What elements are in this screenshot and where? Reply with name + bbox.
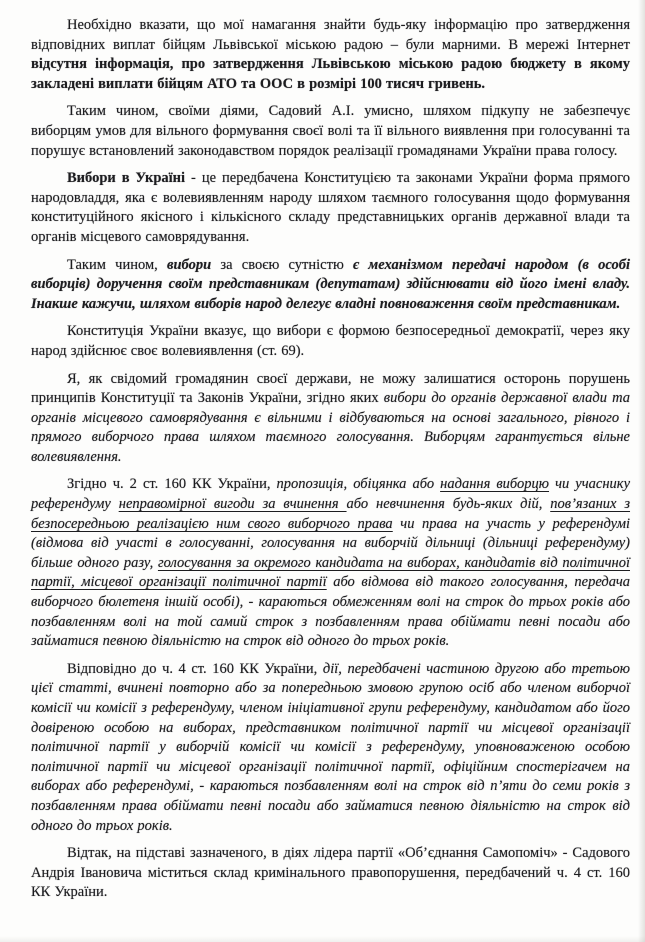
scan-edge-right-shadow	[638, 0, 645, 942]
paragraph-3	[31, 169, 630, 247]
text-run: надання виборцю	[440, 476, 550, 493]
text-run: є механізмом передачі народом (в особі виборців) доручення своїм представникам (депутатам) здійснювати від його імені владу. Інакше кажучи, шляхом виборів народ делегує владні повноваження своїм представникам.	[31, 256, 630, 312]
text-run: Я, як свідомий громадянин своєї держави, не можу залишатися осторонь порушень принципів Конституції та Законів України, згідно яких	[31, 370, 630, 407]
text-run: Конституція України вказує, що вибори є формою безпосередньої демократії, через яку народ здійснює своє волевиявлення (ст. 69).	[31, 323, 630, 359]
text-run: вибори	[167, 256, 212, 273]
paragraph-9	[31, 844, 630, 903]
text-run: Вибори в Україні	[67, 170, 186, 187]
scan-edge-bottom-shadow	[0, 936, 645, 942]
text-run: пов’язаних з безпосередньою реалізацією ним свого виборчого права	[31, 496, 631, 532]
text-run: Відповідно до ч. 4 ст. 160 КК України,	[67, 660, 323, 677]
text-run: чи права на участь у референдумі (відмова від участі в голосуванні, голосування на виборчій дільниці (дільниці референдуму) більше одного разу,	[31, 515, 630, 571]
text-run: Відтак, на підставі зазначеного, в діях лідера партії «Об’єднання Самопоміч» - Садового Андрія Івановича міститься склад кримінального правопорушення, передбачений ч. 4 ст. 160 КК України.	[31, 845, 630, 901]
document-body	[31, 16, 630, 903]
text-run: - це передбачена Конституцією та законами України форма прямого народовладдя, яка є волевиявленням народу шляхом таємного голосування щодо формування конституційного якісного і кількісного складу представницьких органів державної влади та органів місцевого самоврядування.	[31, 170, 630, 245]
text-run: чи учаснику референдуму	[31, 476, 631, 513]
text-run: вибори до органів державної влади та органів місцевого самоврядування є вільними і відбуваються на основі загального, рівного і прямого виборчого права шляхом таємного голосування. Виборцям гарантується вільне волевиявлення.	[31, 390, 630, 465]
paragraph-8	[31, 660, 630, 836]
text-run: Таким чином,	[67, 256, 167, 273]
text-run: за своєю сутністю	[211, 256, 354, 273]
text-run: відсутня інформація, про затвердження Львівською міською радою бюджету в якому закладені виплати бійцям АТО та ООС в розмірі 100 тисяч гривень.	[31, 56, 630, 92]
text-run: або відмова від такого голосування, передача виборчого бюлетеня іншій особі), - караються обмеженням волі на строк до трьох років або позбавленням волі на той самий строк з позбавленням права обіймати певні посади або займатися певною діяльністю на строк від одного до трьох років.	[31, 574, 630, 650]
text-run: дії, передбачені частиною другою або третьою цієї статті, вчинені повторно або за попередньою змовою групою осіб або членом виборчої комісії чи комісії з референдуму, членом ініціативної групи референдуму, кандидатом або його довіреною особою на виборах, представником політичної партії чи місцевої організації політичної партії у виборчій комісії чи комісії з референдуму, уповноваженою особою політичної партії чи місцевої організації політичної партії, офіційним спостерігачем на виборах або референдумі, - караються позбавленням волі на строк від п’яти до семи років з позбавленням права обіймати певні посади або займатися певною діяльністю на строк від одного до трьох років.	[31, 660, 630, 834]
text-run: неправомірної вигоди за вчинення	[118, 496, 347, 513]
text-run: Необхідно вказати, що мої намагання знайти будь-яку інформацію про затвердження відповідних виплат бійцям Львівської міською радою – були марними. В мережі Інтернет	[31, 17, 630, 53]
text-run: Згідно ч. 2 ст. 160 КК України,	[67, 476, 277, 493]
paragraph-7	[31, 475, 630, 651]
paragraph-6	[31, 370, 630, 468]
paragraph-2	[31, 102, 630, 161]
paragraph-5	[31, 322, 630, 361]
text-run: Таким чином, своїми діями, Садовий А.І. умисно, шляхом підкупу не забезпечує виборцям умов для вільного формування своєї волі та її вільного виявлення при голосуванні та порушує встановлений законодавством порядок реалізації громадянами України права голосу.	[31, 103, 630, 159]
paragraph-4	[31, 256, 630, 315]
text-run: пропозиція, обіцянка або	[276, 476, 441, 493]
paragraph-1	[31, 16, 630, 94]
text-run: або невчинення будь-яких дій,	[346, 496, 551, 513]
text-run: голосування за окремого кандидата на виборах, кандидатів від політичної партії, місцевої організації політичної партії	[31, 554, 630, 591]
